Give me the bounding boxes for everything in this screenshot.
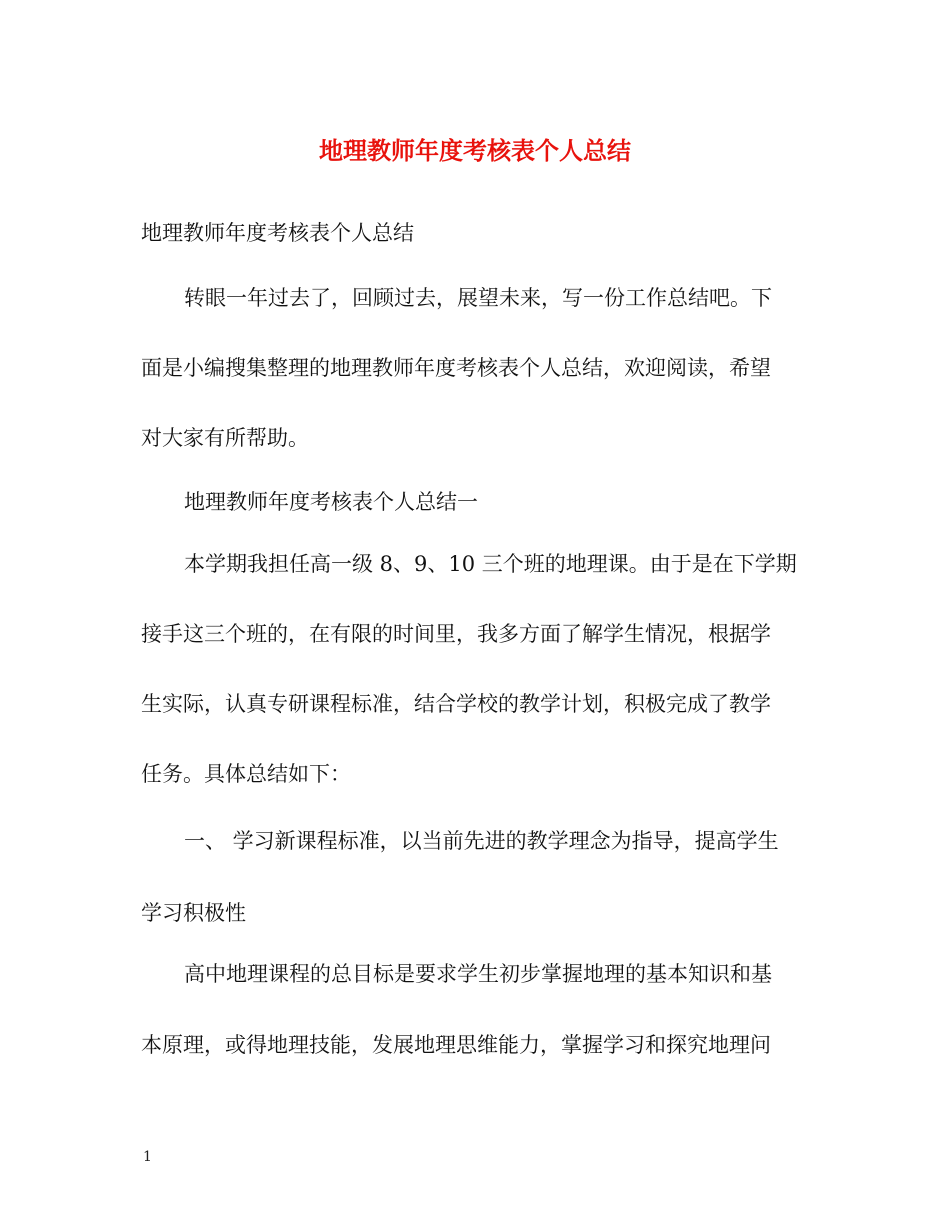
paragraph-line: 对大家有所帮助。: [141, 426, 309, 450]
paragraph-line: 高中地理课程的总目标是要求学生初步掌握地理的基本知识和基: [184, 962, 772, 986]
paragraph-line: 任务。具体总结如下：: [141, 762, 351, 786]
section-heading-line: 地理教师年度考核表个人总结一: [184, 490, 478, 514]
paragraph-line: 转眼一年过去了，回顾过去，展望未来，写一份工作总结吧。下: [184, 286, 772, 310]
paragraph-line: 生实际，认真专研课程标准，结合学校的教学计划，积极完成了教学: [141, 692, 771, 716]
paragraph-line: 面是小编搜集整理的地理教师年度考核表个人总结，欢迎阅读，希望: [141, 356, 771, 380]
numbered-heading-line: 一、 学习新课程标准，以当前先进的教学理念为指导，提高学生: [184, 829, 779, 853]
paragraph-line: 接手这三个班的，在有限的时间里，我多方面了解学生情况，根据学: [141, 622, 771, 646]
paragraph-line: 学习积极性: [141, 901, 246, 925]
page-number: 1: [143, 1149, 152, 1165]
paragraph-line: 本原理，或得地理技能，发展地理思维能力，掌握学习和探究地理问: [141, 1033, 771, 1057]
document-title: 地理教师年度考核表个人总结: [319, 136, 631, 165]
paragraph-line: 本学期我担任高一级 8、9、10 三个班的地理课。由于是在下学期: [184, 552, 797, 576]
subtitle-line: 地理教师年度考核表个人总结: [141, 221, 414, 245]
